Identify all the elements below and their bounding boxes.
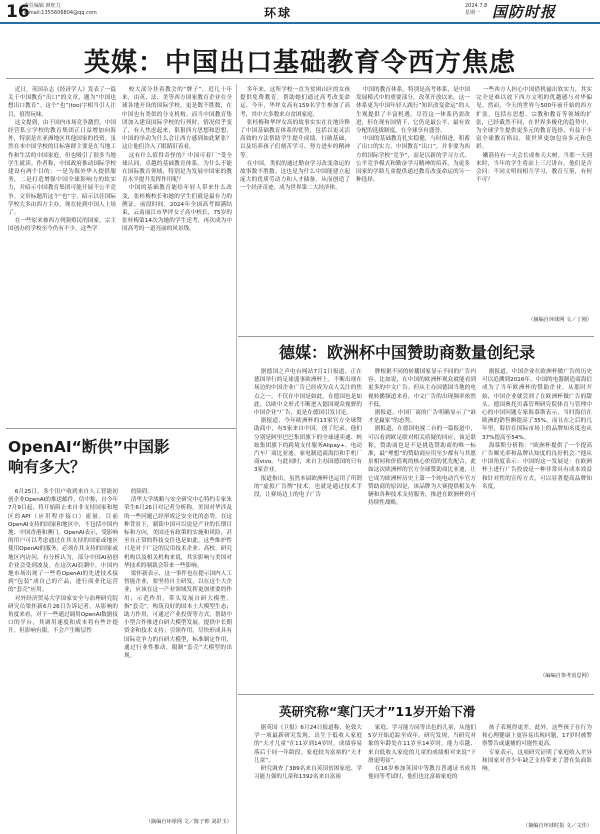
paragraph: 据英国《卫报》6月24日报道称，伦敦大学一项最新研究发现，出生于低收入家庭的“天才儿童”在11岁到14岁时，成绩容易落后于同一年龄段、家庭较为富裕的“天才儿童”。 xyxy=(254,725,362,764)
paragraph: 张桂梅和华坪女高的故事实实在在地诠释了中国基础教育体系的优势，包括以更灵活高效的方法帮助学生提升成绩，打破基础，以及培养孩子们刻苦学习、努力进步的精神等。 xyxy=(240,119,350,159)
paragraph: 据报道，在德国电视二台的一篇报道中，可以看到欧足联对相关质疑的回应，该足联称，赞助商也是不是挑选赞助商的唯一标准，最“理想”的赞助商应用至少都有与其愿景相同和价值观的核心价值的优先配合。此如这次欧洲杯的官方全球赞助商比亚迪，让它成为欧洲杯历史上第一个纯电动汽车官方赞助商的原因是，该品牌为大赛提供相关车辆和各种技术支持服务，推进在欧洲杯的可持续性战略。 xyxy=(368,426,476,507)
paragraph: 海慕斯分析称：“欧洲杯提供了一个提高广告曝光率和品牌认知度的良好机会。”他从中国角度表示：中国的这一发展是：在欧洲杯上进行广告投放是一种非常具有成本效益和针对性的宣传方式，可以显著提高品牌知名度。 xyxy=(482,442,592,490)
article1-col3 xyxy=(240,86,350,336)
article3-col2 xyxy=(124,488,232,818)
article1-credit: （摘编自环球网 文／丁刚） xyxy=(528,317,592,323)
paragraph: 一些西方人担心中国借机输出软实力，其实完全是难以放下西方文明的优越感与对华偏见。然而，今天的世界与500年前开始的西方扩张，包括在思想、宗教和教育等领域的扩张，已经截然不同，在世界多极化的趋势中，为全球学生提供更多元的教育选择，有益于丰富全球教育格局，使世界更加包容多元和色彩。 xyxy=(476,87,592,151)
paragraph: 牌根据不同的转播国家显示不同的广告内容。比如说，在中国的欧洲杯观众就能看到更多的中文广告。但从主办国德国当地的电视转播频道来看，中文广告的出现频率依然不低。 xyxy=(368,369,476,408)
divider xyxy=(238,694,594,695)
page-number: 16 xyxy=(6,2,30,22)
paragraph: 据报道，中国企业在欧洲杯做广告的历史可以追溯到2016年，中国的电器制造商海信成为了当年欧洲杯的赞助企业。从那时开始，中国企业就尝到了在欧洲杯做广告的甜头。德国奥托贝森管理研究院体育与管理中心的中国问题专家海慕斯表示，当时海信在欧洲的销售额提高了35%，而且在之后的几年里，海信在国际市场上的品牌知名度也从37%提高至54%。 xyxy=(482,369,592,441)
divider xyxy=(6,78,594,79)
article1-col4 xyxy=(356,86,470,336)
headline-main: 英媒：中国出口基础教育令西方焦虑 xyxy=(83,48,516,78)
editor-info xyxy=(24,3,97,17)
article2-credit: （编编自参考消息网） xyxy=(540,673,592,679)
article3-credit: （摘编自环球网 文／陈子帅 刘彩玉） xyxy=(145,819,232,825)
article4-col2 xyxy=(368,724,476,832)
paragraph: 中国的基础教育扎实稳健，与时俱进，积蓄了出口的实力。中国教育“出口”，并非要为西方的国际学校“竞争”，而是以新的学习方式、公平竞争模式和勤奋学习精神的培养，为更多国家的学龄儿童提供通过教育改变命运的另一种选择。 xyxy=(356,136,470,184)
editor-name: 责任编辑 颜旺力 xyxy=(24,3,61,9)
paragraph: 梁怀新表示，这一事件也在提示国内人工智能企业，要坚持自主研发，以在这个大企业，应该在这一产业领域发挥更加重要的作用；示范作用，带头发展自研大模型，指“套壳”，构筑良好的国本土大模型生态；助力作用，可通过产业投资等方式，帮助中小型合作推进自研大模型发展，提供中长期资金和技术支持；引领作用，尽快形成具有国际竞争力的自研大模型，标准制定作用，通过行业性推动，限制“套壳”大模型的出现。 xyxy=(124,571,232,660)
paragraph: 这文提到，由于国内市场竞争激烈，中国经营私立学校的教育集团正日益增加向海外，特别是在亚洲地区其他国家的投资。虽然在本中国学校的目标客群主要是在当地工作和生活的中国家庭，但也吸引了很多当地学生就读。作者称，中国政府推动国际学校建设有两个目的：一是为海外华人提供服务，二是打造增强中国全球影响力的软实力，并暗示中国教育集团可能开展不公平竞争。文章标题用这个“也”字，暗示以往国际学校大多由西方主办，现在轮到中国人上场了。 xyxy=(8,119,116,217)
paragraph: 6月25日，多个用户收到来自人工智能初创企业OpenAI的推送邮件，信中称，自今年7月9日起，将开始阻止来自非支持国家和地区的API（应用程序接口）流量。目前OpenAI支持的国家和地区中，不包括中国内地、中国香港和澳门。OpenAI表示，受影响的用户可以考虑通过在其支持的国家或地区使用OpenAI的服务，必须在其支持的国家或地区内访问。有分析认为，部分中国AI初创企业会受到波及。在这次AI浪潮中，中国内地市场出现了一些将OpenAI的先进技术接到“包装”成自己的产品，进行商业化运营的“套壳”应用。 xyxy=(8,489,118,594)
paragraph: 在中国，类似的通过勤奋学习改变命运的故事数不胜数。这也是为什么中国能建立起庞大的优质劳动力和人才储备，从而创造了一个经济奇迹，成为世界第二大经济体。 xyxy=(240,160,350,192)
article2-col3 xyxy=(482,368,592,668)
article2-col1 xyxy=(254,368,362,688)
paragraph: 在一些原来被西方列强殖民的国家，宗主国创办的学校至今仍有不少。这些学 xyxy=(8,218,116,233)
article2-col2 xyxy=(368,368,476,688)
paragraph: 这有什么值得奇怪的？中国可着厂“受全球认同，卓越的基础教育体系。为什么不能在国际教育领域，特别是为发展中国家的教育水平提升发挥作用呢？ xyxy=(122,152,232,184)
paragraph: 清华大学战略与安全研究中心特约专家朱荣生6月26日对记者分析称，美国对华涉及的一些问题已经形成泛安全化的态势，在这种背景下，制裁中国可以说是产业的长期目标和方向，美国还有政策的实施和风险，甚至在正常的科技交往也是如此。这些维护性只是对于广泛的民用技术企业、高校、研究机构以及相关机构来说，其实影响与美国对华技术的制裁会带来一些影响。 xyxy=(124,497,232,569)
headline-openai: OpenAI“断供”中国影响有多大？ xyxy=(8,438,170,476)
paragraph: 据德国之声电台网站7月1日报道，正在德国举行的足球盛事欧洲杯上，不断出现在场边的中国企业广告已经成为众人关注的焦点之一。不仅在中国是如此，在德国也是如此。以欧中文形式不断进入德国观众视野的中国企业“广告，更是在德国引发讨论。 xyxy=(254,369,362,417)
paragraph: 在16岁参加英国中等教育普通证书成其他同等考试时，他们也比富裕家庭的 xyxy=(368,766,476,781)
article4-credit: （摘编自环球时报 文／文佳） xyxy=(522,823,592,829)
editor-email: e-mail:1355606804@qq.com xyxy=(24,10,97,16)
paragraph: 研究调查了389名来自英国贫困家庭、学习能力强的儿童和1392名来自富裕 xyxy=(254,766,362,781)
paragraph: 中国的教育体系，特别是高考体系，是中国发展模式中的重要部分。改革开放以来，这一体系更为中国年轻人践行“知识改变命运”的人生观提供了丰富机遇。尽管这一体系仍需改进，但在现有国情下，它仍是最公平、最有效分配的选拔制度，在全球享有盛誉。 xyxy=(356,87,470,135)
divider xyxy=(238,336,594,337)
paragraph: 对外经济贸易大学国家安全与治理研究院研究员梁怀新6月26日告诉记者，从影响的角度来看，对于一些通过调用OpenAI数据接口的平台，其调用速度和成本将有些许提升，但影响有限，不会产生断层性 xyxy=(8,595,118,635)
paragraph: 专家表示，这项研究证明了家庭收入差异和国家对青少年缺乏支持带来了潜在负面影响。 xyxy=(482,749,592,773)
article1-col5 xyxy=(476,86,592,310)
article3-col1 xyxy=(8,488,118,834)
paragraph: 多年来，这所学校一直为贫困山区的女孩提供免费教育，帮助她们通过高考改变命运。今年，华坪女高有159名学生参加了高考，其中大多数来自贫困家庭。 xyxy=(240,87,350,118)
paragraph: 家庭、学习能力同等出色的儿童，从他们5岁开始追踪至成年。研究发现，当研究对象的年龄处在11岁至14岁时，能力卓越、来自低收入家庭的儿童的成绩相对来说“下滑更明显”。 xyxy=(368,725,476,764)
headline-euro-cup: 德媒：欧洲杯中国赞助商数量创纪录 xyxy=(279,343,536,362)
paragraph: 据报道，今年欧洲杯的13家官方全球赞助商中，有5家来自中国，创了纪录。他们分别是阿里巴巴集团旗下的全球速卖通、蚂蚁集团旗下的跨境支付服务Alipay+、电动汽车厂商比亚迪、家电制造商海信和手机厂商vivo。与此同时，来自主办国德国的只有3家企业。 xyxy=(254,418,362,474)
section-title: 环球 xyxy=(264,6,293,20)
paragraph: 嫩箭待有一天会长成参天大树，当那一天到来时，当年的学生将站上三尺讲台，他们是否会问：不同文明间相互学习，教育互鉴，有何不可？ xyxy=(476,152,592,184)
paragraph: 的阻碍。 xyxy=(130,489,154,495)
paragraph: 近日，英国杂志《经济学人》发表了一篇关于中国教育“出口”的文章，题为“中国也想出口教育”。这个“也”(too)字相当引人注目，值得玩味。 xyxy=(8,87,116,118)
paragraph: 据报道，中国厂商的广告明确显示了“谁才是赢家”的态势。 xyxy=(368,410,476,425)
newspaper-logo: 国防时报 xyxy=(492,3,557,21)
paragraph: 校大部分挂着教会的“牌子”。近几十年来，由英、法、美等西方国家教育企业在全球各地开设的国际学校，更是数不胜数，在中国也有类似的分支机构。而当中国教育集团加入建设国际学校的行列时，情况似乎变了，有人焦虑起来，狠狠西方思想和思想，中国的举动为什么会让西方感到如此紧张？这让他们冷入了眼睛盯着看。 xyxy=(122,87,232,151)
divider xyxy=(6,428,236,429)
column-rule xyxy=(236,84,237,336)
paragraph: 中国的基础教育能给年轻人带来什么改变，张桂梅校长和她的学生们就是最有力的例证。前段时间，2024年全国高考圆满结束，云南丽江市华坪女子高中校长，75岁的张桂梅第14次为她的学生送考，再次成为中国高考的一道亮丽的风景线。 xyxy=(122,185,232,233)
paragraph: 孩子表现得更差。此外，这些孩子在行为和心理健康上更容易出现问题，17岁时被警察警告或逮捕的可能性更高。 xyxy=(482,725,592,748)
date-text: 2024.7.8 xyxy=(465,3,488,9)
article4-col1 xyxy=(254,724,362,832)
column-rule xyxy=(236,336,237,834)
page-header xyxy=(0,0,600,24)
article1-col1 xyxy=(8,86,116,422)
article4-col3 xyxy=(482,724,592,820)
weekday-text: 星期一 xyxy=(465,10,481,16)
issue-date xyxy=(465,3,487,17)
article1-col2 xyxy=(122,86,232,422)
paragraph: 报道指出，虽然本届欧洲杯也运用了所谓的“虚拟广告牌”技术，也就是通过技术手段，让赛场边上的电子广告 xyxy=(254,475,362,499)
headline-uk-study: 英研究称“寒门天才”11岁开始下滑 xyxy=(279,704,476,719)
